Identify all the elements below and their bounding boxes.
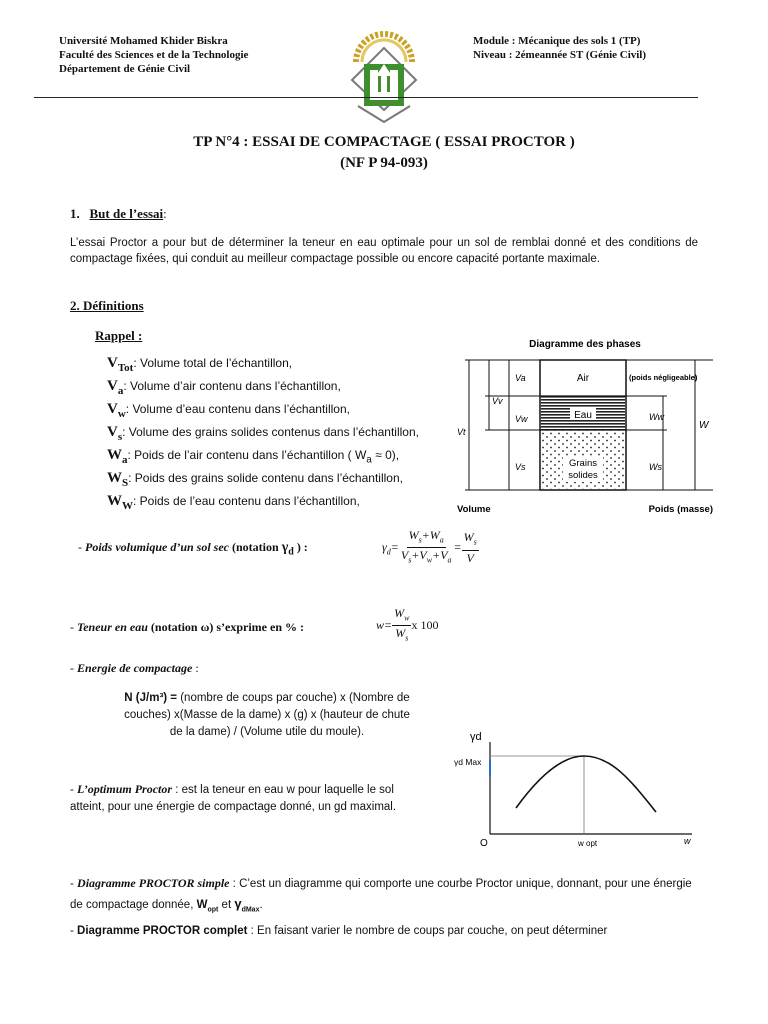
water-content-label: - Teneur en eau (notation ω) s’exprime en % : (70, 620, 304, 634)
energy-formula: N (J/m³) = (nombre de coups par couche) x (Nombre de couches) x(Masse de la dame) x (g) x (hauteur de chute de la dame) / (Volume utile du moule). (124, 692, 410, 738)
symbol-vs: $V_s$ (107, 424, 123, 443)
symbol-ws: $W_S$ (107, 470, 129, 489)
symbol-vw: $V_w$ (107, 401, 126, 420)
ws-label: Ws (649, 462, 662, 472)
chart-wopt-label: w opt (578, 839, 598, 848)
definition-ws: $W_S$ : Poids des grains solide contenu dans l’échantillon, (107, 470, 403, 489)
definition-vtot: $V_{Tot}$ : Volume total de l’échantillon, (107, 355, 293, 374)
symbol-wa: $W_a$ (107, 447, 128, 466)
vs-label: Vs (515, 462, 526, 472)
symbol-vtot: $V_{Tot}$ (107, 355, 134, 374)
chart-origin-label: O (480, 838, 488, 849)
proctor-curve (516, 756, 656, 812)
page-subtitle: (NF P 94-093) (340, 155, 428, 171)
definition-ww: $W_W$ : Poids de l’eau contenu dans l’échantillon, (107, 493, 360, 512)
water-label: Eau (574, 410, 592, 421)
dry-unit-weight-formula: $\gamma_d=$ $\frac{W_s+W_a}{V_s+V_w+V_a}$ = $\frac{W_s}{V}$ (382, 528, 477, 565)
symbol-ww: $W_W$ (107, 493, 133, 512)
energy-label: - Energie de compactage : (70, 661, 199, 675)
volume-label: Volume (457, 504, 491, 515)
vw-label: Vw (515, 414, 528, 424)
faculty-name: Faculté des Sciences et de la Technologie (59, 49, 249, 61)
optimum-text: - L’optimum Proctor : est la teneur en eau w pour laquelle le sol atteint, pour une énergie de compactage donné, un gd maximal. (70, 782, 397, 813)
definition-vs: $V_s$ : Volume des grains solides contenus dans l’échantillon, (107, 424, 419, 443)
section1-title: But de l’essai (89, 206, 164, 221)
module-header (473, 34, 646, 62)
level-name: Niveau : 2émeannée ST (Génie Civil) (473, 49, 647, 61)
definition-vw: $V_w$ : Volume d’eau contenu dans l’échantillon, (107, 401, 350, 420)
phase-diagram (457, 330, 713, 520)
w-label: W (699, 420, 709, 431)
definition-va: $V_a$ : Volume d’air contenu dans l’échantillon, (107, 378, 341, 397)
va-label: Va (515, 373, 526, 383)
vt-label: Vt (457, 427, 466, 437)
symbol-va: $V_a$ (107, 378, 124, 397)
weight-label: Poids (masse) (648, 504, 713, 515)
definitions-list (107, 355, 457, 516)
dry-unit-weight-label: - Poids volumique d’un sol sec (notation $\gamma_d$ ) : (78, 540, 308, 558)
proctor-curve-chart (452, 722, 714, 852)
section1-paragraph: L’essai Proctor a pour but de déterminer la teneur en eau optimale pour un sol de remblai donné et des conditions de compactage fixées, qui conduit au meilleur compactage possible ou encore capacité portante maximale. (70, 237, 698, 265)
chart-y-label: γd (470, 731, 482, 743)
university-header (59, 34, 248, 76)
department-name: Département de Génie Civil (59, 63, 191, 75)
university-logo (348, 26, 420, 124)
negligible-weight-note: (poids négligeable) (629, 373, 698, 382)
module-name: Module : Mécanique des sols 1 (TP) (473, 35, 641, 47)
complete-diagram-text: - Diagramme PROCTOR complet : En faisant varier le nombre de coups par couche, on peut déterminer (70, 925, 608, 937)
definition-wa: $W_a$ : Poids de l’air contenu dans l’échantillon ( $W_a \approx 0$), (107, 447, 400, 466)
section2-heading: 2. Définitions (70, 298, 144, 313)
air-label: Air (576, 373, 590, 384)
simple-diagram-text: - Diagramme PROCTOR simple : C’est un diagramme qui comporte une courbe Proctor unique, donnant, pour une énergie de compactage donnée, $W_{opt}$ et $\gamma_{dMax}$. (70, 876, 692, 914)
ww-label: Ww (649, 412, 664, 422)
water-content-formula: w= $\frac{W_w}{W_s}$ x 100 (376, 606, 439, 643)
chart-ymax-label: γd Max (454, 757, 482, 767)
chart-x-label: w (684, 836, 691, 846)
section1-heading (70, 206, 167, 222)
university-name: Université Mohamed Khider Biskra (59, 35, 228, 47)
section1-number: 1. (70, 206, 80, 221)
page-title: TP N°4 : ESSAI DE COMPACTAGE ( ESSAI PROCTOR ) (193, 134, 575, 150)
rappel-label: Rappel : (95, 328, 143, 343)
header-divider (34, 97, 698, 98)
section1-colon: : (163, 206, 167, 221)
grains-label-1: Grains (569, 458, 597, 469)
grains-label-2: solides (568, 470, 598, 481)
phase-diagram-title: Diagramme des phases (529, 339, 641, 350)
vv-label: Vv (492, 396, 503, 406)
